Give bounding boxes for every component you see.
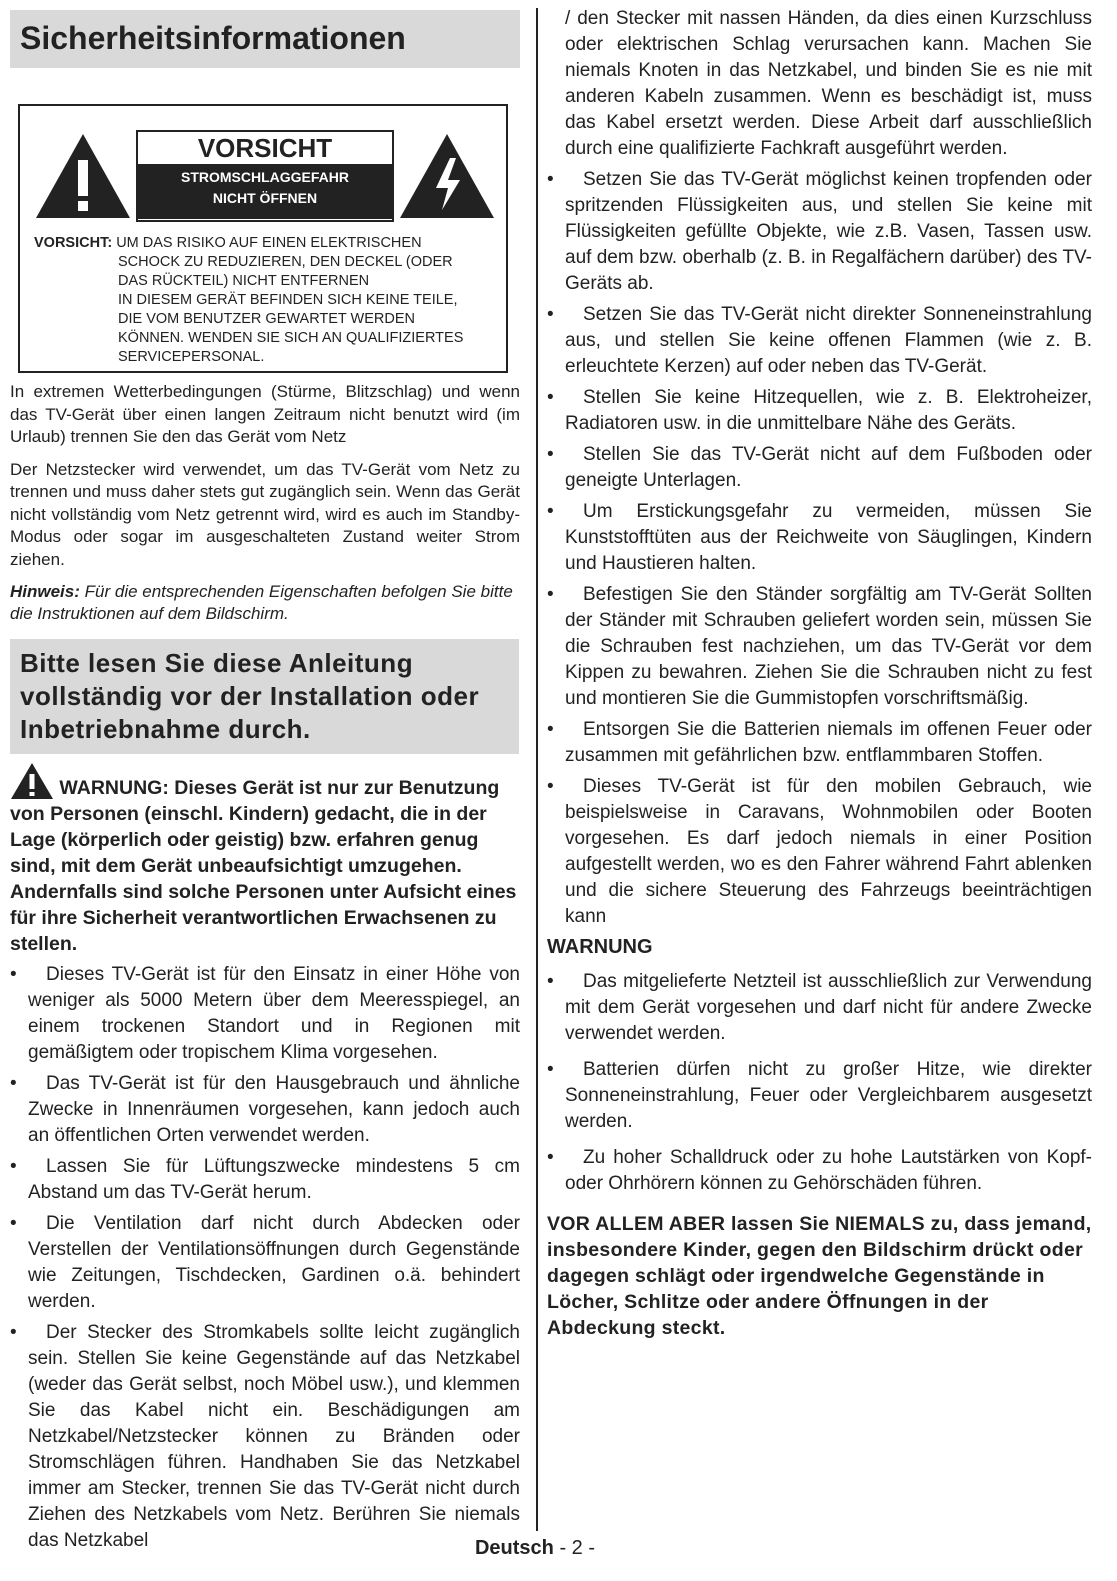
list-item: • Zu hoher Schalldruck oder zu hohe Lautstärken von Kopf- oder Ohrhörern können zu Gehörschäden führen. (547, 1145, 1092, 1197)
footer-language: Deutsch (474, 1537, 554, 1559)
read-manual-banner: Bitte lesen Sie diese Anleitung vollständig vor der Installation oder Inbetriebnahme durch. (10, 639, 519, 754)
caution-line: IN DIESEM GERÄT BEFINDEN SICH KEINE TEILE, (118, 292, 458, 308)
list-item: • Lassen Sie für Lüftungszwecke mindestens 5 cm Abstand um das TV-Gerät herum. (10, 1154, 520, 1206)
lightning-warning-icon (398, 132, 496, 220)
warning-text: WARNUNG: Dieses Gerät ist nur zur Benutzung von Personen (einschl. Kindern) gedacht, die in der Lage (körperlich oder geistig) bzw. erfahren genug sind, mit dem Gerät unbeaufsichtigt umzugehen. Andernfalls sind solche Personen unter Aufsicht eines für ihre Sicherheit verantwortlichen Erwachsenen zu stellen. (10, 777, 517, 955)
list-item: • Dieses TV-Gerät ist für den Einsatz in einer Höhe von weniger als 5000 Metern über dem Meeresspiegel, an einem trockenen Standort und in Regionen mit gemäßigtem oder tropischem Klima vorgesehen. (10, 962, 520, 1066)
weather-paragraph: In extremen Wetterbedingungen (Stürme, Blitzschlag) und wenn das TV-Gerät über einen langen Zeitraum nicht benutzt wird (im Urlaub) trennen Sie den das Gerät vom Netz (10, 382, 520, 446)
plug-paragraph: Der Netzstecker wird verwendet, um das TV-Gerät vom Netz zu trennen und muss daher stets gut zugänglich sein. Wenn das Gerät nicht vollständig vom Netz getrennt wird, wird es auch im Standby-Modus oder sogar im ausgeschalteten Zustand weiter Strom ziehen. (10, 459, 520, 569)
list-item: • Setzen Sie das TV-Gerät nicht direkter Sonneneinstrahlung aus, und stellen Sie keine offenen Flammen (wie z. B. erleuchtete Kerzen) auf oder neben das TV-Gerät. (547, 302, 1092, 380)
hint-paragraph (10, 581, 520, 625)
vorsicht-label-box (136, 130, 394, 222)
caution-line: SERVICEPERSONAL. (118, 349, 265, 365)
vorsicht-sub-line1: STROMSCHLAGGEFAHR (181, 169, 349, 185)
caution-line: DIE VOM BENUTZER GEWARTET WERDEN (118, 311, 416, 327)
list-item: • Stellen Sie das TV-Gerät nicht auf dem Fußboden oder geneigte Unterlagen. (547, 442, 1092, 494)
list-item: • Der Stecker des Stromkabels sollte leicht zugänglich sein. Stellen Sie keine Gegenstände auf das Netzkabel (weder das Gerät selbst, noch Möbel usw.), und klemmen Sie das Kabel nicht ein. Beschädigungen am Netzkabel/Netzstecker können zu Bränden oder Stromschlägen führen. Handhaben Sie das Netzkabel immer am Stecker, trennen Sie das TV-Gerät nicht durch Ziehen des Netzkabels vom Netz. Berühren Sie niemals das Netzkabel (10, 1320, 520, 1554)
vorsicht-heading: VORSICHT (197, 133, 333, 163)
exclamation-warning-icon (34, 132, 132, 220)
warning-bullet-list (547, 969, 1092, 1197)
list-item: • Das mitgelieferte Netzteil ist ausschließlich zur Verwendung mit dem Gerät vorgesehen und darf nicht für andere Zwecke verwendet werden. (547, 969, 1092, 1047)
continued-paragraph: / den Stecker mit nassen Händen, da dies einen Kurzschluss oder elektrischen Schlag verursachen kann. Machen Sie niemals Knoten in das Netzkabel, und binden Sie es nie mit anderen Kabeln zusammen. Wenn es beschädigt ist, muss das Kabel ersetzt werden. Diese Arbeit darf ausschließlich durch eine qualifizierte Fachkraft ausgeführt werden. (565, 8, 1092, 159)
column-divider (536, 8, 538, 1531)
list-item: • Setzen Sie das TV-Gerät möglichst keinen tropfenden oder spritzenden Flüssigkeiten aus, und stellen Sie keine mit Flüssigkeiten gefüllte Objekte, wie z.B. Vasen, Tassen usw. auf dem bzw. oberhalb (z. B. in Regalfächern darüber) des TV-Geräts ab. (547, 167, 1092, 297)
list-item: • Dieses TV-Gerät ist für den mobilen Gebrauch, wie beispielsweise in Caravans, Wohnmobilen oder Booten vorgesehen. Es darf jedoch niemals in einer Position aufgestellt werden, wo es den Fahrer während Fahrt ablenken und die sichere Steuerung des Fahrzeugs beeinträchtigen kann (547, 774, 1092, 930)
warning-triangle-icon (10, 762, 54, 800)
list-item: • Befestigen Sie den Ständer sorgfältig am TV-Gerät Sollten der Ständer mit Schrauben geliefert worden sein, müssen Sie die Schrauben fest nachziehen, um das TV-Gerät vor dem Kippen zu bewahren. Ziehen Sie die Schrauben nicht zu fest und montieren Sie die Gummistopfen vorschriftsmäßig. (547, 582, 1092, 712)
caution-line: DAS RÜCKTEIL) NICHT ENTFERNEN (118, 273, 370, 289)
hint-text: Für die entsprechenden Eigenschaften befolgen Sie bitte die Instruktionen auf dem Bildschirm. (10, 582, 513, 623)
caution-header (34, 120, 496, 232)
vorsicht-subtext (138, 164, 392, 219)
warning-heading: WARNUNG (547, 936, 653, 958)
caution-box (18, 104, 508, 373)
right-column (547, 6, 1092, 1341)
right-bullet-list (547, 167, 1092, 930)
caution-label: VORSICHT: (34, 235, 113, 251)
vorsicht-sub-line2: NICHT ÖFFNEN (212, 190, 318, 206)
caution-text (34, 234, 496, 367)
list-item: • Das TV-Gerät ist für den Hausgebrauch und ähnliche Zwecke in Innenräumen vorgesehen, kann jedoch auch an öffentlichen Orten verwendet werden. (10, 1071, 520, 1149)
list-item: • Die Ventilation darf nicht durch Abdecken oder Verstellen der Ventilationsöffnungen durch Gegenstände wie Zeitungen, Tischdecken, Gardinen o.ä. behindert werden. (10, 1211, 520, 1315)
page-title: Sicherheitsinformationen (10, 10, 520, 68)
caution-line: KÖNNEN. WENDEN SIE SICH AN QUALIFIZIERTES (118, 330, 464, 346)
list-item: • Stellen Sie keine Hitzequellen, wie z. B. Elektroheizer, Radiatoren usw. in die unmittelbare Nähe des Geräts. (547, 385, 1092, 437)
left-column (10, 10, 520, 1554)
footer-page-number: - 2 - (553, 1537, 596, 1559)
warning-paragraph (10, 762, 520, 957)
page-footer (0, 1537, 1070, 1560)
list-item: • Batterien dürfen nicht zu großer Hitze, wie direkter Sonneneinstrahlung, Feuer oder Vergleichbarem ausgesetzt werden. (547, 1057, 1092, 1135)
list-item: • Um Erstickungsgefahr zu vermeiden, müssen Sie Kunststofftüten aus der Reichweite von Säuglingen, Kindern und Haustieren halten. (547, 499, 1092, 577)
hint-label: Hinweis: (10, 582, 80, 601)
caution-line: UM DAS RISIKO AUF EINEN ELEKTRISCHEN (116, 235, 422, 251)
caution-line: SCHOCK ZU REDUZIEREN, DEN DECKEL (ODER (118, 254, 453, 270)
final-warning: VOR ALLEM ABER lassen Sie NIEMALS zu, dass jemand, insbesondere Kinder, gegen den Bildschirm drückt oder dagegen schlägt oder irgendwelche Gegenstände in Löcher, Schlitze oder andere Öffnungen in der Abdeckung steckt. (547, 1213, 1092, 1339)
left-bullet-list (10, 962, 520, 1554)
list-item: • Entsorgen Sie die Batterien niemals im offenen Feuer oder zusammen mit gefährlichen bzw. entflammbaren Stoffen. (547, 717, 1092, 769)
